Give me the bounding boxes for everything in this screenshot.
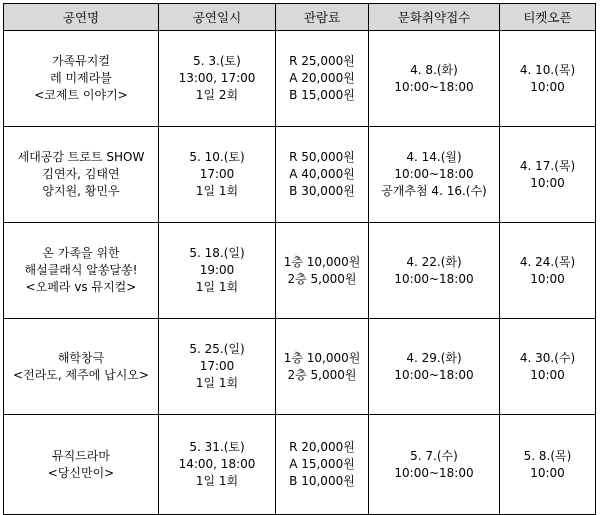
- price-line: R 20,000원: [289, 440, 355, 454]
- table-row: [4, 31, 596, 127]
- datetime-cell: [159, 31, 276, 127]
- ticket-open-cell: [500, 127, 596, 223]
- price-line: A 20,000원: [289, 71, 355, 85]
- datetime-line: 13:00, 17:00: [178, 71, 256, 85]
- performance-name-line: 가족뮤지컬: [52, 54, 110, 68]
- application-line: 10:00~18:00: [394, 367, 474, 382]
- price-line: B 10,000원: [289, 474, 355, 488]
- performance-name-line: <전라도, 제주에 납시오>: [13, 367, 149, 382]
- datetime-line: 1일 1회: [195, 184, 239, 198]
- performance-name-cell: [4, 415, 159, 515]
- application-line: 10:00~18:00: [394, 271, 474, 286]
- ticket-open-line: 10:00: [530, 465, 565, 480]
- datetime-cell: [159, 223, 276, 319]
- datetime-line: 5. 10.(토): [189, 150, 245, 164]
- performance-name-cell: [4, 319, 159, 415]
- price-cell: [276, 319, 369, 415]
- table-row: [4, 223, 596, 319]
- datetime-cell: [159, 415, 276, 515]
- application-line: 5. 7.(수): [410, 448, 458, 463]
- performance-name-cell: [4, 31, 159, 127]
- performance-name-line: 온 가족을 위한: [42, 246, 120, 260]
- performance-name-line: 뮤직드라마: [52, 448, 110, 463]
- header-row: [4, 4, 596, 31]
- price-line: 1층 10,000원: [283, 254, 361, 269]
- price-line: B 30,000원: [289, 184, 355, 198]
- application-line: 10:00~18:00: [394, 79, 474, 94]
- price-line: 1층 10,000원: [283, 350, 361, 365]
- datetime-line: 1일 1회: [195, 474, 239, 488]
- performance-name-cell: [4, 223, 159, 319]
- performance-name-line: <오페라 vs 뮤지컬>: [25, 280, 137, 294]
- price-cell: [276, 31, 369, 127]
- datetime-line: 17:00: [199, 359, 235, 373]
- price-line: B 15,000원: [289, 88, 355, 102]
- ticket-open-line: 4. 24.(목): [519, 254, 576, 269]
- ticket-open-cell: [500, 415, 596, 515]
- application-cell: [369, 319, 500, 415]
- performance-name-cell: [4, 127, 159, 223]
- datetime-line: 5. 25.(일): [189, 342, 245, 356]
- application-line: 4. 14.(월): [406, 150, 462, 164]
- application-cell: [369, 415, 500, 515]
- application-line: 10:00~18:00: [394, 465, 474, 480]
- application-line: 공개추첨 4. 16.(수): [381, 184, 487, 198]
- datetime-line: 19:00: [199, 263, 235, 277]
- ticket-open-cell: [500, 319, 596, 415]
- table-row: [4, 415, 596, 515]
- price-line: A 40,000원: [289, 167, 355, 181]
- ticket-open-line: 5. 8.(목): [523, 448, 572, 463]
- ticket-open-cell: [500, 223, 596, 319]
- price-cell: [276, 415, 369, 515]
- header-vulnerable-application: 문화취약접수: [369, 4, 500, 31]
- price-cell: [276, 127, 369, 223]
- ticket-open-line: 4. 17.(목): [519, 158, 576, 173]
- performance-name-line: 김연자, 김태연: [42, 167, 120, 181]
- price-line: R 50,000원: [289, 150, 355, 164]
- ticket-open-cell: [500, 31, 596, 127]
- price-line: 2층 5,000원: [287, 271, 357, 286]
- performance-name-line: 해설클래식 알쏭달쏭!: [24, 263, 138, 277]
- performance-name-line: <코제트 이야기>: [34, 88, 128, 102]
- table-row: [4, 319, 596, 415]
- header-ticket-open: 티켓오픈: [500, 4, 596, 31]
- header-datetime: 공연일시: [159, 4, 276, 31]
- application-cell: [369, 31, 500, 127]
- price-cell: [276, 223, 369, 319]
- ticket-open-line: 10:00: [530, 175, 565, 190]
- performance-name-line: 세대공감 트로트 SHOW: [17, 150, 145, 164]
- application-cell: [369, 127, 500, 223]
- price-line: A 15,000원: [289, 457, 355, 471]
- price-line: R 25,000원: [289, 54, 355, 68]
- table-row: [4, 127, 596, 223]
- datetime-line: 1일 2회: [195, 88, 239, 102]
- performance-name-line: 해학창극: [57, 350, 105, 365]
- performance-name-line: 레 미제라블: [50, 71, 112, 85]
- schedule-table: [3, 3, 596, 515]
- header-performance-name: 공연명: [4, 4, 159, 31]
- datetime-cell: [159, 319, 276, 415]
- application-cell: [369, 223, 500, 319]
- datetime-line: 1일 1회: [195, 280, 239, 294]
- ticket-open-line: 10:00: [530, 367, 565, 382]
- performance-name-line: 양지원, 황민우: [42, 184, 120, 198]
- ticket-open-line: 4. 10.(목): [519, 62, 576, 77]
- ticket-open-line: 4. 30.(수): [519, 350, 576, 365]
- application-line: 4. 29.(화): [406, 350, 462, 365]
- datetime-line: 14:00, 18:00: [178, 457, 256, 471]
- application-line: 10:00~18:00: [394, 167, 474, 181]
- performance-name-line: <당신만이>: [47, 465, 115, 480]
- header-price: 관람료: [276, 4, 369, 31]
- ticket-open-line: 10:00: [530, 79, 565, 94]
- datetime-line: 17:00: [199, 167, 235, 181]
- ticket-open-line: 10:00: [530, 271, 565, 286]
- price-line: 2층 5,000원: [287, 367, 357, 382]
- datetime-line: 5. 3.(토): [193, 54, 241, 68]
- datetime-line: 5. 18.(일): [189, 246, 245, 260]
- datetime-cell: [159, 127, 276, 223]
- application-line: 4. 22.(화): [406, 254, 462, 269]
- datetime-line: 1일 1회: [195, 376, 239, 390]
- datetime-line: 5. 31.(토): [189, 440, 245, 454]
- application-line: 4. 8.(화): [410, 62, 458, 77]
